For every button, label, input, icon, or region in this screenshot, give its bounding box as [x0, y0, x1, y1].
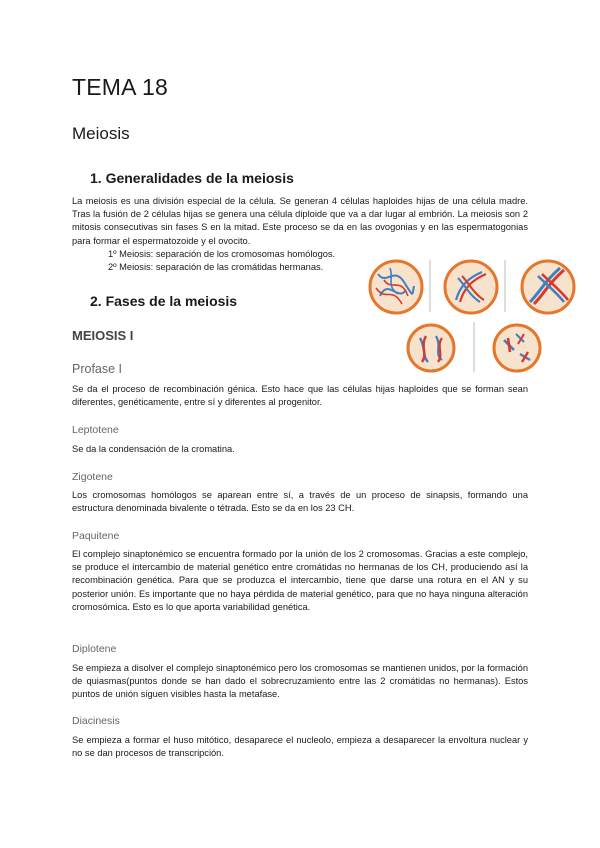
meiosis-i-label: MEIOSIS I: [72, 328, 134, 343]
section-heading-fases: 2. Fases de la meiosis: [90, 293, 238, 309]
cell-zigotene-icon: [445, 261, 497, 313]
diacinesis-text: Se empieza a formar el huso mitótico, desaparece el nucleolo, empieza a desaparecer la envoltura nuclear y no se dan procesos de transcripción.: [72, 735, 528, 759]
page-subtitle: Meiosis: [72, 124, 130, 143]
meiosis-item-1: 1º Meiosis: separación de los cromosomas homólogos.: [108, 248, 336, 259]
diplotene-title: Diplotene: [72, 643, 117, 655]
generalidades-paragraph: La meiosis es una división especial de la célula. Se generan 4 células haploides hijas de una célula madre. Tras la fusión de 2 células hijas se genera una célula diploide que va a dar lugar al embrión. La meiosis son 2 mitosis consecutivas sin fases S en la mitad. Este proceso se da en las ovogonias y en las espermatogonias para formar el espermatozoide y el ovocito.: [72, 196, 528, 246]
page-title: TEMA 18: [72, 74, 168, 100]
leptotene-text: Se da la condensación de la cromatina.: [72, 444, 235, 454]
meiosis-item-2: 2º Meiosis: separación de las cromátidas hermanas.: [108, 262, 324, 273]
paquitene-text: El complejo sinaptonémico se encuentra formado por la unión de los 2 cromosomas. Gracias a este complejo, se produce el intercambio de material genético entre cromátidas no hermanas de los CH, produciendo así la recombinación genética. Para que se produzca el intercambio, tiene que darse una rotura en el AN y su posterior unión. Es importante que no haya pérdida de material genético, para que no haya ninguna alteración cromosómica. Esto es lo que aporta variabilidad genética.: [72, 549, 528, 612]
meiosis-prophase-cells-illustration: [364, 256, 596, 378]
leptotene-title: Leptotene: [72, 424, 119, 436]
section-heading-generalidades: 1. Generalidades de la meiosis: [90, 170, 294, 186]
zigotene-title: Zigotene: [72, 471, 113, 483]
profase-text: Se da el proceso de recombinación génica. Esto hace que las células hijas haploides que se forman sean diferentes, genéticamente, entre sí y diferentes al progenitor.: [72, 384, 528, 408]
cell-diacinesis-icon: [494, 325, 540, 371]
profase-title: Profase I: [72, 362, 123, 376]
cell-leptotene-icon: [370, 261, 422, 313]
paquitene-title: Paquitene: [72, 530, 120, 542]
diacinesis-title: Diacinesis: [72, 715, 120, 727]
zigotene-text: Los cromosomas homólogos se aparean entre sí, a través de un proceso de sinapsis, formando una estructura denominada bivalente o tétrada. Esto se da en los 23 CH.: [72, 490, 528, 514]
diplotene-text: Se empieza a disolver el complejo sinaptonémico pero los cromosomas se mantienen unidos, por la formación de quiasmas(puntos donde se han dado el sobrecruzamiento entre las 2 cromátidas no hermanas). Estos puntos de unión siguen visibles hasta la metafase.: [72, 663, 528, 700]
cell-paquitene-icon: [522, 261, 574, 313]
cell-diplotene-icon: [408, 325, 454, 371]
